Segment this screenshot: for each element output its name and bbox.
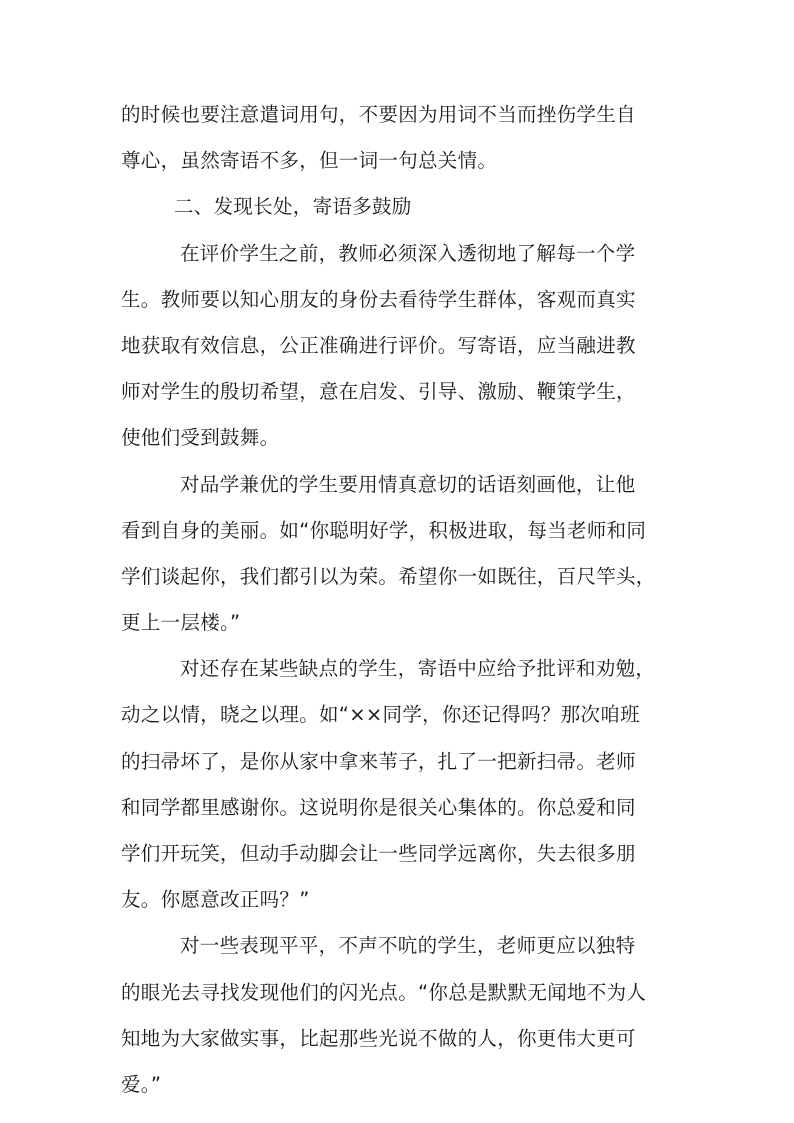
paragraph-first-line: 在评价学生之前，教师必须深入透彻地了解每一个学 — [180, 241, 636, 265]
paragraph-line: 的时候也要注意遣词用句，不要因为用词不当而挫伤学生自 — [121, 103, 636, 126]
paragraph-first-line: 对一些表现平平，不声不吭的学生，老师更应以独特 — [180, 934, 636, 958]
paragraph-line: 看到自身的美丽。如“你聪明好学，积极进取，每当老师和同 — [121, 518, 647, 542]
paragraph-line: 和同学都里感谢你。这说明你是很关心集体的。你总爱和同 — [121, 795, 636, 819]
section-heading: 二、发现长处，寄语多鼓励 — [174, 195, 412, 219]
document-body — [121, 92, 675, 1108]
paragraph-line: 师对学生的殷切希望，意在启发、引导、激励、鞭策学生， — [121, 380, 636, 404]
paragraph-line: 的扫帚坏了，是你从家中拿来苇子，扎了一把新扫帚。老师 — [121, 749, 636, 773]
paragraph-line: 的眼光去寻找发现他们的闪光点。“你总是默默无闻地不为人 — [121, 980, 647, 1004]
paragraph-line: 学们开玩笑，但动手动脚会让一些同学远离你，失去很多朋 — [121, 842, 636, 865]
paragraph-line: 动之以情，晓之以理。如“××同学，你还记得吗？那次咱班 — [121, 703, 640, 727]
paragraph-line: 爱。” — [121, 1072, 162, 1096]
paragraph-line: 友。你愿意改正吗？” — [121, 888, 310, 912]
paragraph-line: 生。教师要以知心朋友的身份去看待学生群体，客观而真实 — [121, 287, 636, 311]
paragraph-first-line: 对还存在某些缺点的学生，寄语中应给予批评和劝勉， — [180, 657, 656, 681]
paragraph-first-line: 对品学兼优的学生要用情真意切的话语刻画他，让他 — [180, 472, 636, 496]
paragraph-line: 地获取有效信息，公正准确进行评价。写寄语，应当融进教 — [121, 333, 636, 357]
paragraph-line: 更上一层楼。” — [121, 611, 241, 635]
paragraph-line: 知地为大家做实事，比起那些光说不做的人，你更伟大更可 — [121, 1026, 636, 1050]
paragraph-line: 使他们受到鼓舞。 — [121, 426, 280, 450]
paragraph-line: 学们谈起你，我们都引以为荣。希望你一如既往，百尺竿头， — [121, 564, 656, 588]
paragraph-line: 尊心，虽然寄语不多，但一词一句总关情。 — [121, 149, 498, 173]
